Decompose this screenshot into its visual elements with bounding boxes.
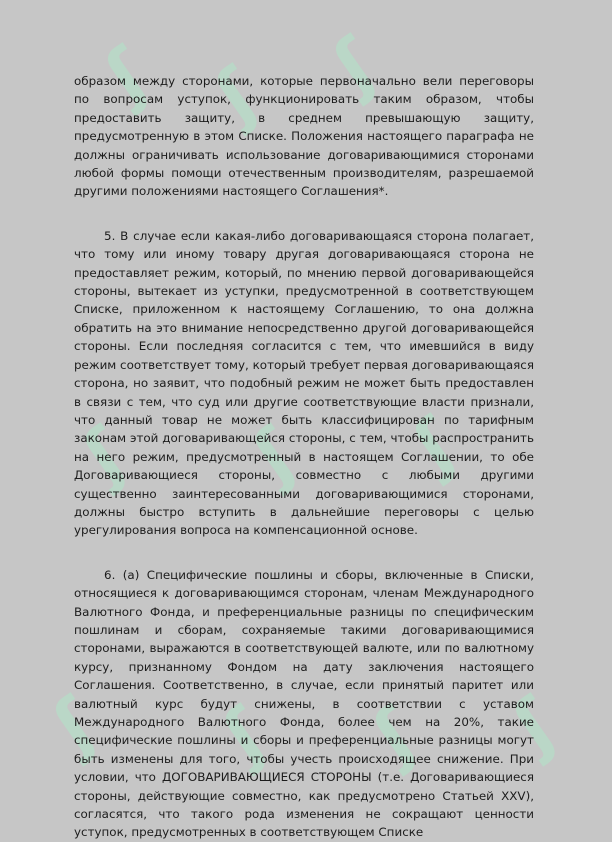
watermark-logo: ʃ [359, 693, 430, 777]
document-body [69, 72, 534, 842]
watermark-logo: ʃ [209, 693, 280, 777]
watermark-logo: ʃ [319, 23, 390, 107]
watermark-logo: ʃ [91, 33, 162, 117]
watermark-logo: ʃ [239, 413, 310, 497]
paragraph-6a: 6. (a) Специфические пошлины и сборы, включенные в Списки, относящиеся к договаривающимся сторонам, членам Международного Валютного Фонда, и преференциальные разницы по специфическим пошлинам и сборам, сохраняемые такими договаривающимися сторонами, выражаются в соответствующей валюте, или по валютному курсу, признанному Фондом на дату заключения настоящего Соглашения. Соответственно, в случае, если принятый паритет или валютный курс будут снижены, в соответствии с уставом Международного Валютного Фонда, более чем на 20%, такие специфические пошлины и сборы и преференциальные разницы могут быть изменены для того, чтобы учесть происходящее снижение. При условии, что ДОГОВАРИВАЮЩИЕСЯ СТОРОНЫ (т.е. Договаривающиеся стороны, действующие совместно, как предусмотрено Статьей XXV), согласятся, что такого рода изменения не сокращают ценности уступок, предусмотренных в соответствующем Списке [74, 567, 534, 840]
watermark-logo: ʃ [69, 413, 140, 497]
watermark-logo: ʃ [399, 403, 470, 487]
watermark-logo: ʃ [39, 683, 110, 767]
watermark-logo: ʃ [201, 53, 272, 137]
watermark-logo: ʃ [499, 683, 570, 767]
paragraph-5: 5. В случае если какая-либо договаривающаяся сторона полагает, что тому или иному товару другая договаривающаяся сторона не предоставляет режим, который, по мнению первой договаривающейся стороны, вытекает из уступки, предусмотренной в соответствующем Списке, приложенном к настоящему Соглашению, то она должна обратить на это внимание непосредственно другой договаривающейся стороны. Если последняя согласится с тем, что имевшийся в виду режим соответствует тому, который требует первая договаривающаяся сторона, но заявит, что подобный режим не может быть предоставлен в связи с тем, что суд или другие соответствующие власти признали, что данный товар не может быть классифицирован по тарифным законам этой договаривающейся стороны, с тем, чтобы распространить на него режим, предусмотренный в настоящем Соглашении, то обе Договаривающиеся стороны, совместно с любыми другими существенно заинтересованными договаривающимися сторонами, должны быстро вступить в дальнейшие переговоры с целью урегулирования вопроса на компенсационной основе. [74, 228, 534, 538]
paragraph-continuation: образом между сторонами, которые первоначально вели переговоры по вопросам уступок, функционировать таким образом, чтобы предоставить защиту, в среднем превышающую защиту, предусмотренную в этом Списке. Положения настоящего параграфа не должны ограничивать использование договаривающимися сторонами любой формы помощи отечественным производителям, разрешаемой другими положениями настоящего Соглашения*. [74, 74, 534, 199]
